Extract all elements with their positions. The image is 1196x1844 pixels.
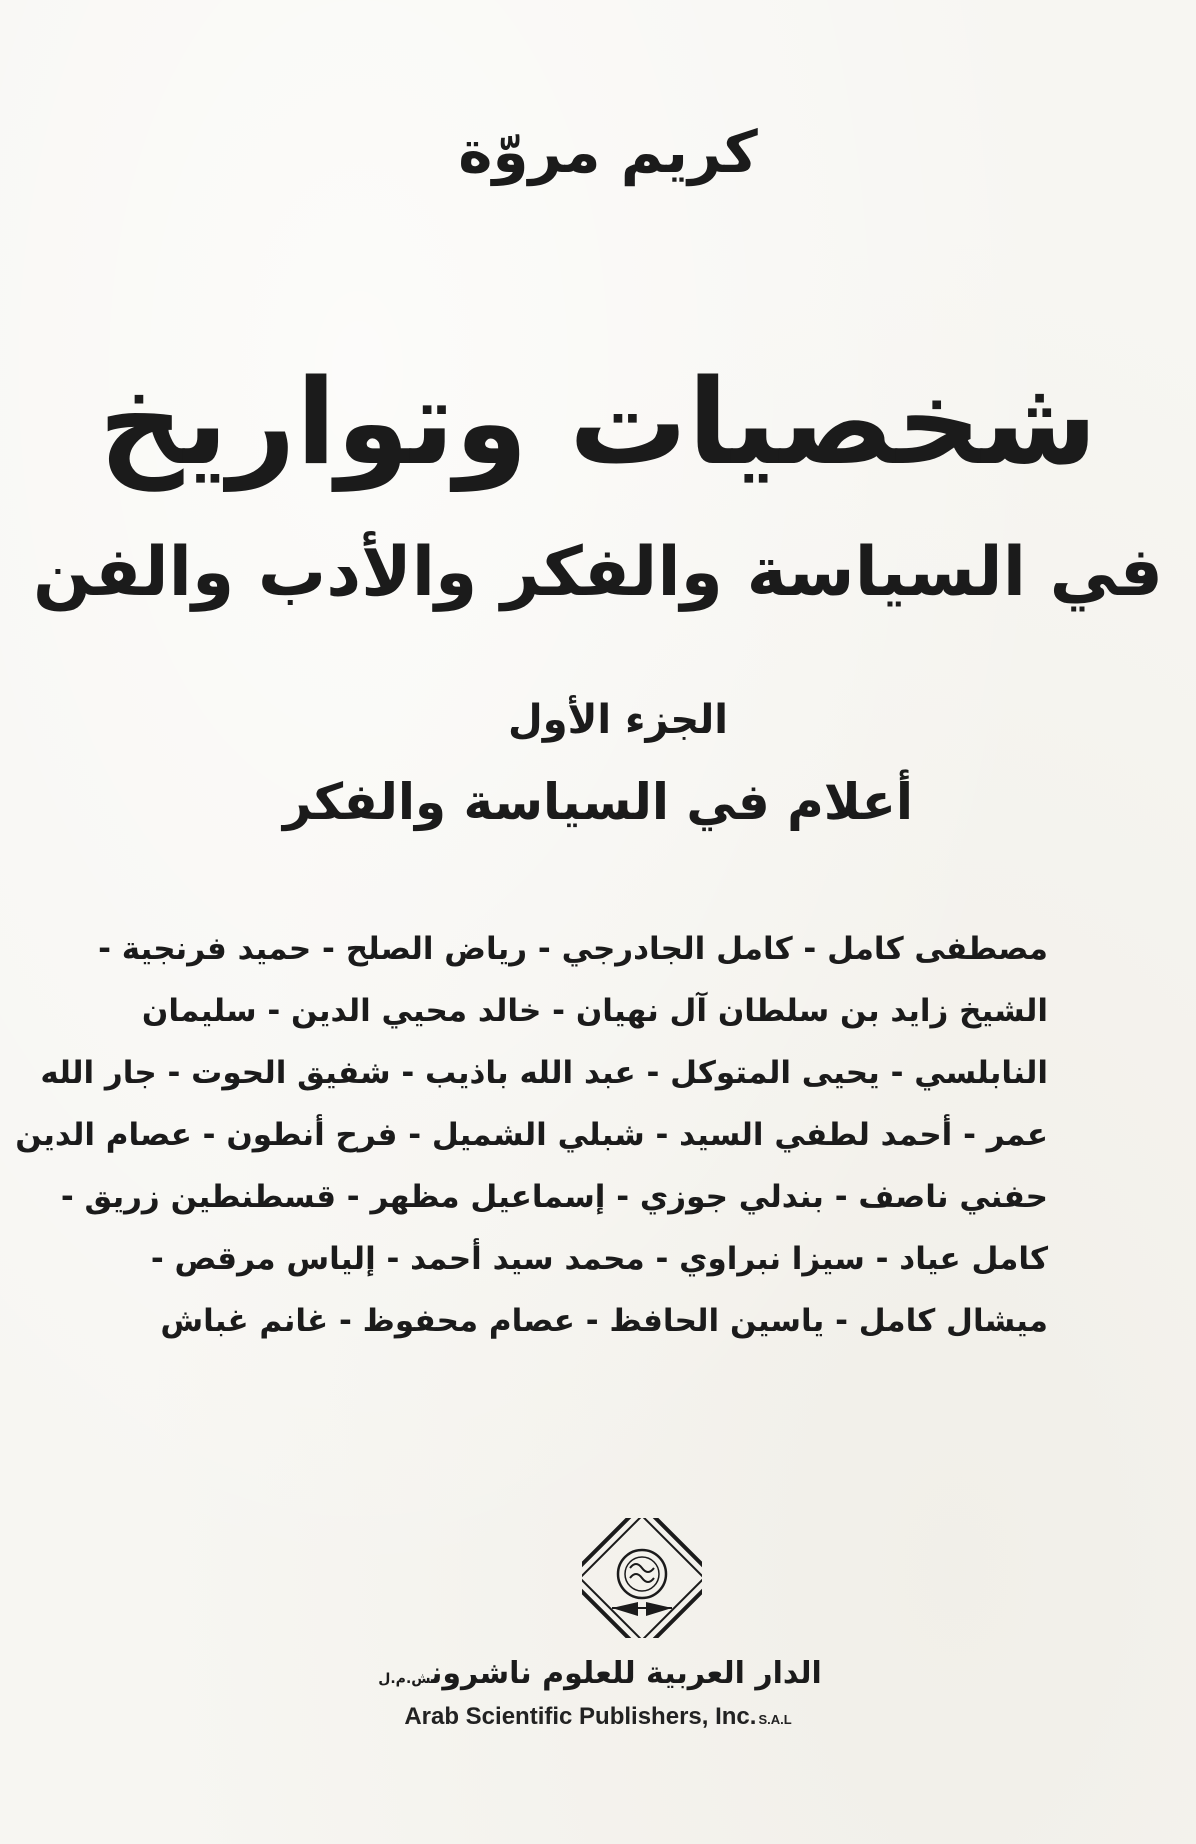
names-line: مصطفى كامل - كامل الجادرجي - رياض الصلح - حميد فرنجية - xyxy=(98,931,1048,967)
names-list xyxy=(15,918,1048,1352)
names-line: ميشال كامل - ياسين الحافظ - عصام محفوظ - غانم غباش xyxy=(160,1303,1048,1339)
publisher-english-suffix: S.A.L xyxy=(758,1712,792,1727)
author-name: كريم مروّة xyxy=(458,118,758,186)
volume-title: أعلام في السياسة والفكر xyxy=(282,773,914,831)
publisher-english-name: Arab Scientific Publishers, Inc. xyxy=(404,1703,757,1730)
names-line: عمر - أحمد لطفي السيد - شبلي الشميل - فرح أنطون - عصام الدين xyxy=(15,1117,1048,1153)
publisher-arabic-name: الدار العربية للعلوم ناشرون xyxy=(431,1656,822,1691)
names-line: كامل عياد - سيزا نبراوي - محمد سيد أحمد - إلياس مرقص - xyxy=(150,1241,1048,1277)
names-line: النابلسي - يحيى المتوكل - عبد الله باذيب - شفيق الحوت - جار الله xyxy=(40,1055,1048,1091)
volume-label: الجزء الأول xyxy=(508,697,728,743)
publisher-emblem-icon xyxy=(582,1518,702,1638)
names-line: الشيخ زايد بن سلطان آل نهيان - خالد محيي الدين - سليمان xyxy=(141,993,1048,1029)
publisher-arabic xyxy=(0,1654,1196,1699)
book-subtitle: في السياسة والفكر والأدب والفن xyxy=(32,533,1164,612)
publisher-arabic-suffix: ش.م.ل xyxy=(378,1671,432,1687)
book-title: شخصيات وتواريخ xyxy=(98,353,1098,491)
names-line: حفني ناصف - بندلي جوزي - إسماعيل مظهر - قسطنطين زريق - xyxy=(60,1179,1048,1215)
publisher-english xyxy=(0,1702,1196,1735)
